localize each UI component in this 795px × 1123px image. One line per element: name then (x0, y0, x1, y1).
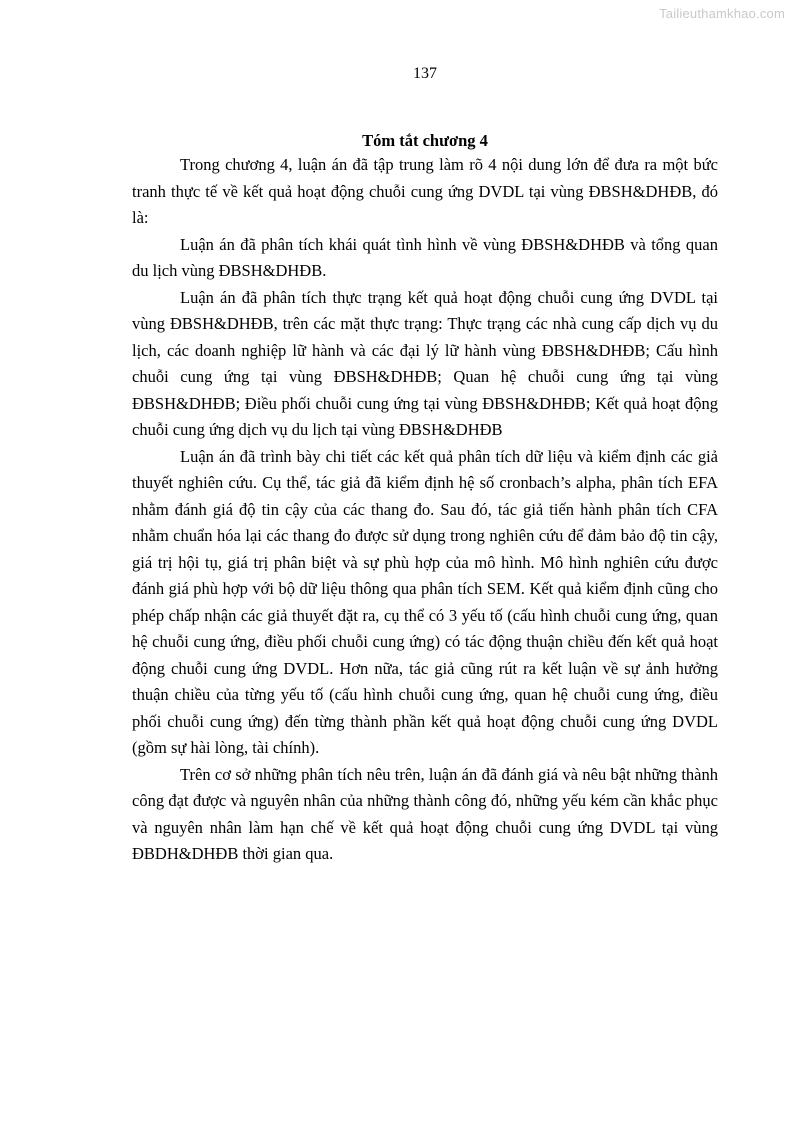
paragraph-intro: Trong chương 4, luận án đã tập trung làm rõ 4 nội dung lớn để đưa ra một bức tranh thực tế về kết quả hoạt động chuỗi cung ứng DVDL tại vùng ĐBSH&DHĐB, đó là: (132, 155, 718, 227)
page-number: 137 (413, 65, 437, 82)
paragraph-current-state: Luận án đã phân tích thực trạng kết quả hoạt động chuỗi cung ứng DVDL tại vùng ĐBSH&DHĐB, trên các mặt thực trạng: Thực trạng các nhà cung cấp dịch vụ du lịch, các doanh nghiệp lữ hành và các đại lý lữ hành vùng ĐBSH&DHĐB; Cấu hình chuỗi cung ứng tại vùng ĐBSH&DHĐB; Quan hệ chuỗi cung ứng tại vùng ĐBSH&DHĐB; Điều phối chuỗi cung ứng tại vùng ĐBSH&DHĐB; Kết quả hoạt động chuỗi cung ứng dịch vụ du lịch tại vùng ĐBSH&DHĐB (132, 287, 718, 439)
page-body (132, 130, 718, 868)
paragraph-overview: Luận án đã phân tích khái quát tình hình về vùng ĐBSH&DHĐB và tổng quan du lịch vùng ĐBSH&DHĐB. (132, 234, 718, 280)
chapter-summary-heading: Tóm tắt chương 4 (362, 131, 488, 150)
watermark: Tailieuthamkhao.com (659, 6, 785, 21)
paragraph-conclusion: Trên cơ sở những phân tích nêu trên, luận án đã đánh giá và nêu bật những thành công đạt được và nguyên nhân của những thành công đó, những yếu kém cần khắc phục và nguyên nhân làm hạn chế về kết quả hoạt động chuỗi cung ứng DVDL tại vùng ĐBDH&DHĐB thời gian qua. (132, 764, 718, 863)
paragraph-data-analysis: Luận án đã trình bày chi tiết các kết quả phân tích dữ liệu và kiểm định các giả thuyết nghiên cứu. Cụ thể, tác giả đã kiểm định hệ số cronbach’s alpha, phân tích EFA nhằm đánh giá độ tin cậy của các thang đo. Sau đó, tác giả tiến hành phân tích CFA nhằm chuẩn hóa lại các thang đo được sử dụng trong nghiên cứu để đảm bảo độ tin cậy, giá trị hội tụ, giá trị phân biệt và sự phù hợp của mô hình. Mô hình nghiên cứu được đánh giá phù hợp với bộ dữ liệu thông qua phân tích SEM. Kết quả kiểm định cũng cho phép chấp nhận các giả thuyết đặt ra, cụ thể có 3 yếu tố (cấu hình chuỗi cung ứng, quan hệ chuỗi cung ứng, điều phối chuỗi cung ứng) có tác động thuận chiều đến kết quả hoạt động chuỗi cung ứng DVDL. Hơn nữa, tác giả cũng rút ra kết luận về sự ảnh hưởng thuận chiều của từng yếu tố (cấu hình chuỗi cung ứng, quan hệ chuỗi cung ứng, điều phối chuỗi cung ứng) đến từng thành phần kết quả hoạt động chuỗi cung ứng DVDL (gồm sự hài lòng, tài chính). (132, 446, 718, 757)
